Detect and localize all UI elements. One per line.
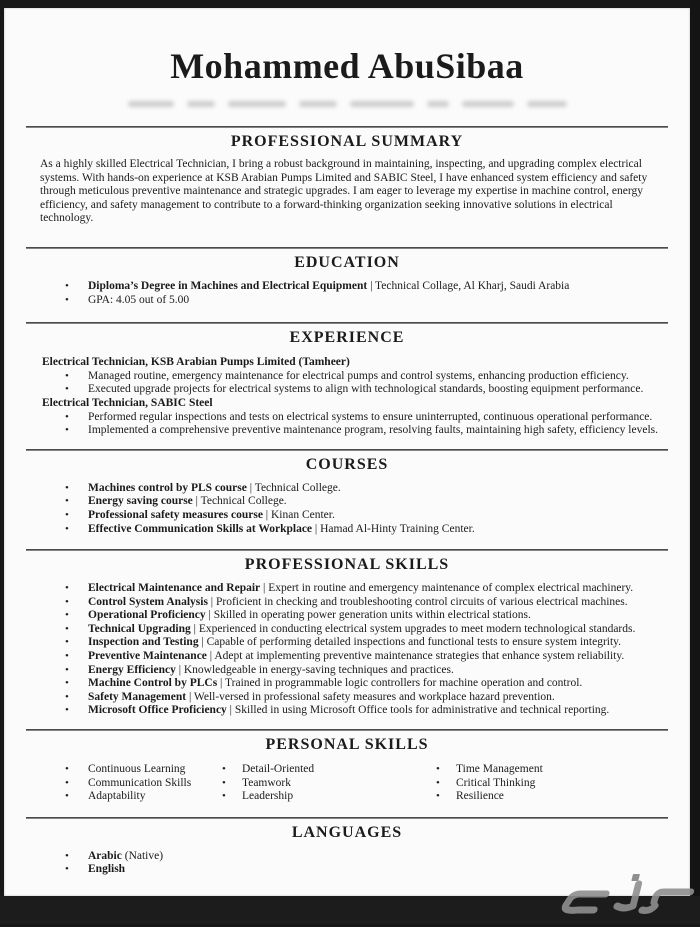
list-item: • Preventive Maintenance | Adept at implementing preventive maintenance strategies that enhance system reliability.	[88, 650, 660, 664]
section-heading: EDUCATION	[294, 253, 400, 271]
personal-skills-col-1	[4, 763, 218, 804]
list-item: • Adaptability	[88, 790, 218, 804]
section-education	[4, 247, 690, 307]
list-item: • Diploma’s Degree in Machines and Electrical Equipment | Technical Collage, Al Kharj, Saudi Arabia	[88, 280, 660, 294]
list-item: • Critical Thinking	[456, 777, 690, 791]
section-divider	[26, 817, 668, 819]
section-experience	[4, 322, 690, 438]
list-item: • Time Management	[456, 763, 690, 777]
section-personal-skills	[4, 729, 690, 804]
section-heading: PROFESSIONAL SKILLS	[244, 556, 450, 574]
list-item: • Energy saving course | Technical College.	[88, 495, 660, 509]
list-item: • Communication Skills	[88, 777, 218, 791]
professional-skills-list	[4, 582, 660, 718]
haraj-logo-watermark	[546, 870, 700, 922]
list-item: • Leadership	[242, 790, 432, 804]
section-heading: EXPERIENCE	[289, 329, 405, 347]
section-divider	[26, 449, 668, 451]
summary-paragraph: As a highly skilled Electrical Technician, I bring a robust background in maintaining, inspecting, and upgrading complex electrical systems. With hands-on experience at KSB Arabian Pumps Limited and SABIC Steel, I have enhanced system efficiency and safety through meticulous preventive maintenance and strategic upgrades. I am eager to leverage my expertise in machine control, energy efficiency, and safety management to contribute to a forward-thinking organization seeking innovative solutions in electrical technology.	[40, 158, 648, 225]
section-courses	[4, 449, 690, 536]
list-item: • Energy Efficiency | Knowledgeable in energy-saving techniques and practices.	[88, 664, 660, 678]
list-item: • Continuous Learning	[88, 763, 218, 777]
list-item: • English	[88, 863, 660, 877]
courses-list	[4, 482, 660, 536]
section-divider	[26, 322, 668, 324]
list-item: • Arabic (Native)	[88, 850, 660, 864]
list-item: • Teamwork	[242, 777, 432, 791]
list-item: • Control System Analysis | Proficient in checking and troubleshooting control circuits of various electrical machines.	[88, 596, 660, 610]
list-item: • Resilience	[456, 790, 690, 804]
job-bullets	[4, 411, 660, 438]
list-item: • Managed routine, emergency maintenance for electrical pumps and control systems, enhancing production efficiency.	[88, 370, 660, 384]
list-item: • Implemented a comprehensive preventive maintenance program, resolving faults, maintaining high safety, efficiency levels.	[88, 424, 660, 438]
list-item: • Machines control by PLS course | Technical College.	[88, 482, 660, 496]
section-professional-skills	[4, 549, 690, 718]
list-item: • Inspection and Testing | Capable of performing detailed inspections and functional tests to ensure system integrity.	[88, 636, 660, 650]
list-item: • Safety Management | Well-versed in professional safety measures and workplace hazard prevention.	[88, 691, 660, 705]
job-title: Electrical Technician, SABIC Steel	[42, 396, 213, 409]
section-professional-summary	[4, 126, 690, 226]
redacted-contact-line	[112, 96, 582, 112]
list-item: • Performed regular inspections and tests on electrical systems to ensure uninterrupted, continuous operational performance.	[88, 411, 660, 425]
list-item: • Electrical Maintenance and Repair | Expert in routine and emergency maintenance of complex electrical machinery.	[88, 582, 660, 596]
list-item: • Operational Proficiency | Skilled in operating power generation units within electrical stations.	[88, 609, 660, 623]
personal-skills-col-2	[218, 763, 432, 804]
resume-page	[4, 8, 690, 896]
section-heading: PROFESSIONAL SUMMARY	[230, 133, 464, 150]
list-item: • Technical Upgrading | Experienced in conducting electrical system upgrades to meet modern technological standards.	[88, 623, 660, 637]
list-item: • Professional safety measures course | Kinan Center.	[88, 509, 660, 523]
list-item: • Machine Control by PLCs | Trained in programmable logic controllers for machine operation and control.	[88, 677, 660, 691]
list-item: • Executed upgrade projects for electrical systems to align with technological standards, boosting equipment performance.	[88, 383, 660, 397]
section-divider	[26, 549, 668, 551]
section-heading: LANGUAGES	[291, 823, 403, 841]
section-heading: PERSONAL SKILLS	[265, 736, 429, 754]
job-bullets	[4, 370, 660, 397]
personal-skills-col-3	[432, 763, 690, 804]
candidate-name: Mohammed AbuSibaa	[170, 46, 524, 86]
personal-skills-columns	[4, 763, 690, 804]
section-heading: COURSES	[305, 455, 389, 473]
education-list	[4, 280, 660, 307]
section-languages	[4, 817, 690, 877]
list-item: • Microsoft Office Proficiency | Skilled in using Microsoft Office tools for administrative and technical reporting.	[88, 704, 660, 718]
list-item: • Detail-Oriented	[242, 763, 432, 777]
section-divider	[26, 247, 668, 249]
photo-right-edge	[690, 0, 700, 924]
job-title: Electrical Technician, KSB Arabian Pumps Limited (Tamheer)	[42, 356, 350, 369]
section-divider	[26, 729, 668, 731]
section-divider	[26, 126, 668, 128]
list-item: • GPA: 4.05 out of 5.00	[88, 294, 660, 308]
list-item: • Effective Communication Skills at Workplace | Hamad Al-Hinty Training Center.	[88, 523, 660, 537]
